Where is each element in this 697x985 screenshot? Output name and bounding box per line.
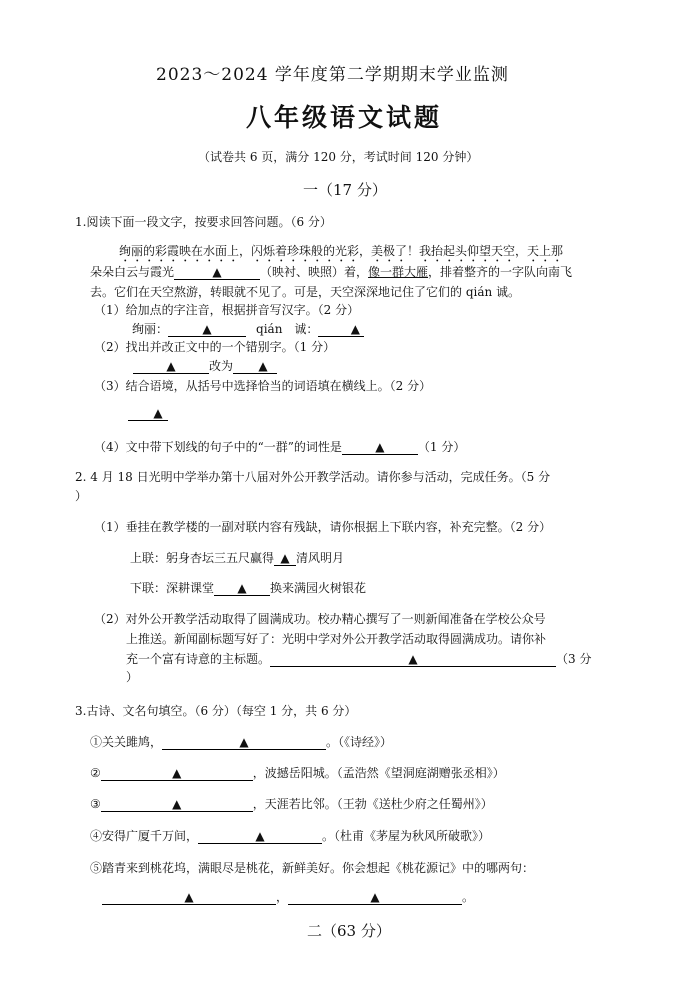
blank-marker: ▲ xyxy=(255,829,265,843)
q1-sub1-answers xyxy=(132,320,364,337)
blank-marker: ▲ xyxy=(370,890,380,904)
q3-item5: ⑤踏青来到桃花坞，满眼尽是桃花，新鲜美好。你会想起《桃花源记》中的哪两句： xyxy=(90,861,535,875)
q2-stem-line2: ） xyxy=(75,489,88,503)
q1-stem: 1.阅读下面一段文字，按要求回答问题。（6 分） xyxy=(75,215,332,229)
blank-marker: ▲ xyxy=(280,551,290,565)
q2-blank-main-title[interactable] xyxy=(270,652,556,667)
blank-marker: ▲ xyxy=(237,581,247,595)
q2-lower-couplet xyxy=(130,579,366,596)
blank-marker: ▲ xyxy=(172,766,182,780)
q2-sub2-line3 xyxy=(126,650,591,667)
q3-blank-4[interactable] xyxy=(198,829,322,844)
q1-passage-text: （映衬、映照）着， xyxy=(260,265,369,279)
q2-upper-couplet xyxy=(130,549,344,566)
q3-item-source: 。（杜甫《茅屋为秋风所破歌》） xyxy=(322,829,491,843)
q1-blank-wrong-char[interactable] xyxy=(133,359,209,374)
section-one-heading: 一（17 分） xyxy=(303,181,387,199)
q3-item2 xyxy=(90,764,505,781)
q1-sub2-answers xyxy=(133,357,277,374)
blank-marker: ▲ xyxy=(172,797,182,811)
q2-couplet-text: 换来满园火树银花 xyxy=(270,581,367,595)
q2-sub1: （1）垂挂在教学楼的一副对联内容有残缺，请你根据上下联内容，补充完整。（2 分） xyxy=(94,520,552,534)
blank-marker: ▲ xyxy=(408,652,418,666)
q1-passage-line2 xyxy=(90,263,572,280)
blank-marker: ▲ xyxy=(375,440,385,454)
q2-stem-line1: 2. 4 月 18 日光明中学举办第十八届对外公开教学活动。请你参与活动，完成任务。（5 分 xyxy=(75,470,551,484)
q2-sub2-line1: （2）对外公开教学活动取得了圆满成功。校办精心撰写了一则新闻准备在学校公众号 xyxy=(94,612,546,626)
q3-blank-1[interactable] xyxy=(162,735,326,750)
q3-blank-6[interactable] xyxy=(288,890,462,905)
blank-marker: ▲ xyxy=(350,322,361,336)
q3-item1 xyxy=(90,733,392,750)
q1-blank-sub3[interactable] xyxy=(128,406,168,421)
blank-marker: ▲ xyxy=(202,322,212,336)
q1-blank-hanzi[interactable] xyxy=(318,322,364,337)
q3-item-text: ④安得广厦千万间， xyxy=(90,829,199,843)
q2-couplet-text: 上联：躬身杏坛三五尺赢得 xyxy=(130,551,275,565)
q2-blank-upper[interactable] xyxy=(274,551,296,566)
q1-sub2: （2）找出并改正文中的一个错别字。（1 分） xyxy=(94,340,336,354)
q3-blank-3[interactable] xyxy=(101,797,253,812)
q1-sub1-label: 绚丽： xyxy=(132,322,169,336)
q3-blank-5[interactable] xyxy=(102,890,276,905)
exam-title: 2023～2024 学年度第二学期期末学业监测 xyxy=(156,65,509,85)
blank-marker: ▲ xyxy=(239,735,249,749)
blank-marker: ▲ xyxy=(258,359,268,373)
q1-sub2-label: 改为 xyxy=(209,359,234,373)
exam-note: （试卷共 6 页，满分 120 分，考试时间 120 分钟） xyxy=(198,150,479,164)
blank-marker: ▲ xyxy=(212,265,222,279)
q3-item-source: ，波撼岳阳城。（孟浩然《望洞庭湖赠张丞相》） xyxy=(252,766,505,780)
subject-title: 八年级语文试题 xyxy=(246,103,443,132)
q3-item-text: ①关关雎鸠， xyxy=(90,735,163,749)
q1-passage-text: 绚丽的彩霞映在水面上，闪烁着珍珠般的光彩，美极了！我抬起头仰望天空，天上那 xyxy=(119,244,564,258)
q1-blank-correct-char[interactable] xyxy=(233,359,277,374)
q1-passage-line1 xyxy=(119,242,563,265)
q2-sub2-score: （3 分 xyxy=(556,652,592,666)
q1-blank-pinyin[interactable] xyxy=(168,322,246,337)
section-two-heading: 二（63 分） xyxy=(307,922,391,940)
q2-sub2-line2: 上推送。新闻副标题写好了：光明中学对外公开教学活动取得圆满成功。请你补 xyxy=(126,632,547,646)
q3-item5-answers xyxy=(102,888,474,905)
q2-couplet-text: 下联：深耕课堂 xyxy=(130,581,215,595)
q1-sub4-text: （4）文中带下划线的句子中的“一群”的词性是 xyxy=(94,440,342,454)
q3-item-source: 。（《诗经》） xyxy=(326,735,393,749)
q1-blank-word-choice[interactable] xyxy=(174,265,260,280)
blank-marker: ▲ xyxy=(166,359,176,373)
q1-sub4-score: （1 分） xyxy=(417,440,466,454)
q1-sub4 xyxy=(94,438,465,455)
q3-item-text: ③ xyxy=(90,797,101,811)
q3-item3 xyxy=(90,795,493,812)
q3-stem: 3.古诗、文名句填空。（6 分）（每空 1 分，共 6 分） xyxy=(75,704,357,718)
q2-sub2-text: 充一个富有诗意的主标题。 xyxy=(126,652,271,666)
q1-sub3-answer xyxy=(128,406,168,421)
q1-sub1-label: qián 诚： xyxy=(256,322,319,336)
q3-item-punct: ， xyxy=(276,890,289,904)
q2-couplet-text: 清风明月 xyxy=(296,551,345,565)
q1-passage-text: ，排着整齐的一字队向南飞 xyxy=(428,265,573,279)
blank-marker: ▲ xyxy=(184,890,194,904)
q1-passage-text: 朵朵白云与霞光 xyxy=(90,265,175,279)
q2-sub2-line4: ） xyxy=(126,670,139,684)
blank-marker: ▲ xyxy=(153,406,163,420)
q1-passage-line3: 去。它们在天空熬游，转眼就不见了。可是，天空深深地记住了它们的 qián 诚。 xyxy=(90,285,521,299)
q3-item-source: ，天涯若比邻。（王勃《送杜少府之任蜀州》） xyxy=(252,797,493,811)
q3-item-text: ② xyxy=(90,766,101,780)
q3-blank-2[interactable] xyxy=(101,766,253,781)
q1-underlined-phrase: 像一群大雁 xyxy=(368,265,429,279)
q1-sub1: （1）给加点的字注音，根据拼音写汉字。（2 分） xyxy=(94,303,360,317)
q1-blank-part-of-speech[interactable] xyxy=(342,440,418,455)
q3-item4 xyxy=(90,827,490,844)
q2-blank-lower[interactable] xyxy=(214,581,270,596)
q3-item-punct: 。 xyxy=(462,890,475,904)
q1-sub3: （3）结合语境，从括号中选择恰当的词语填在横线上。（2 分） xyxy=(94,379,432,393)
